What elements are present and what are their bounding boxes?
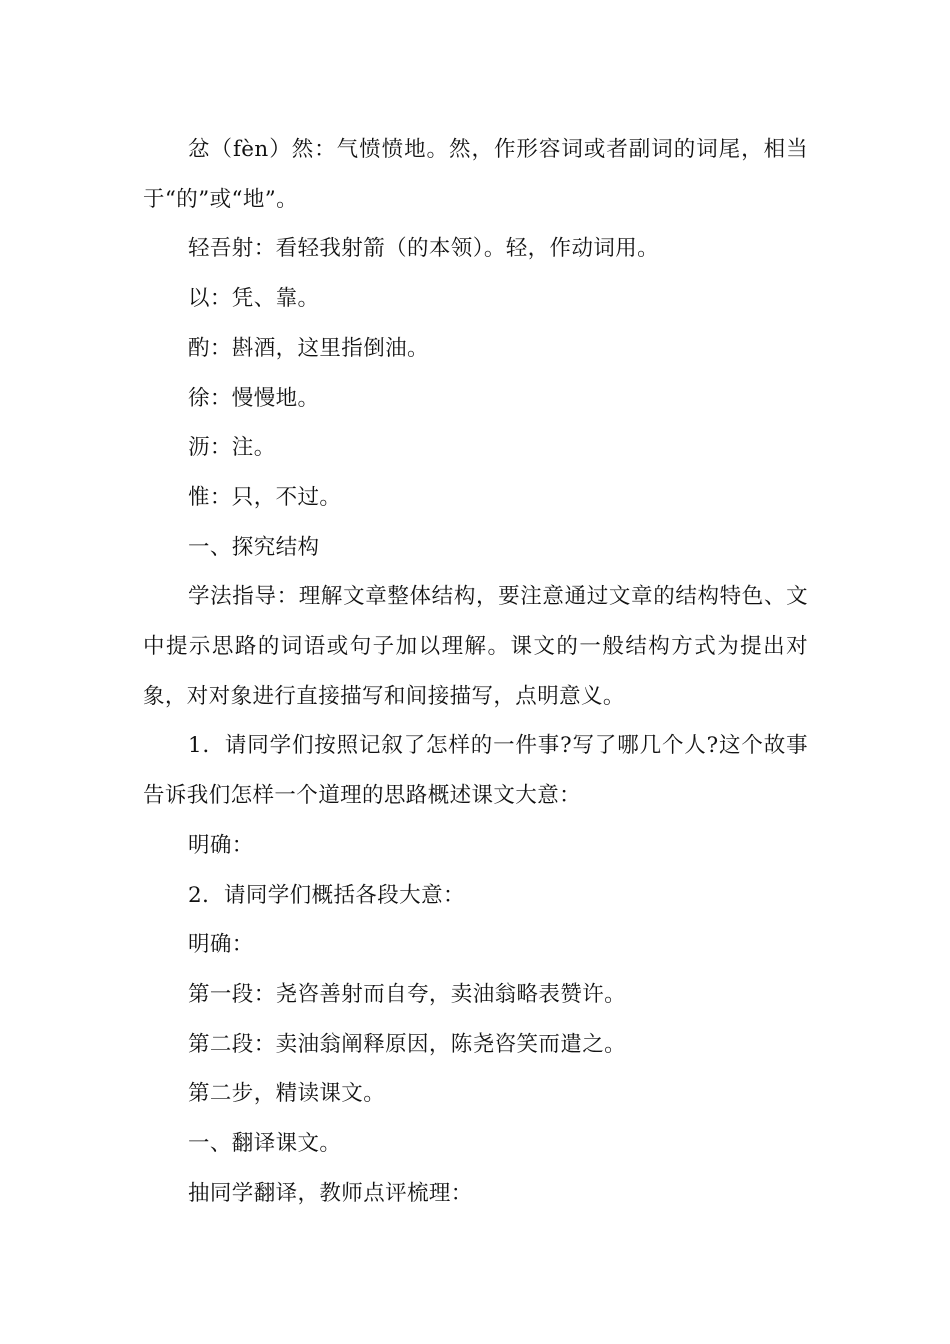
section-heading-translate: 一、翻译课文。 bbox=[188, 1131, 342, 1157]
document-body bbox=[143, 125, 808, 1218]
question-1: 1．请同学们按照记叙了怎样的一件事?写了哪几个人?这个故事告诉我们怎样一个道理的思路概述课文大意： bbox=[143, 733, 808, 809]
paragraph-wei: 惟：只，不过。 bbox=[188, 484, 342, 510]
question-2: 2．请同学们概括各段大意： bbox=[188, 882, 465, 908]
answer-label-2: 明确： bbox=[188, 932, 254, 958]
paragraph-li: 沥：注。 bbox=[188, 435, 276, 461]
paragraph-xu: 徐：慢慢地。 bbox=[188, 385, 320, 411]
paragraph-method-guide: 学法指导：理解文章整体结构，要注意通过文章的结构特色、文中提示思路的词语或句子加以理解。课文的一般结构方式为提出对象，对对象进行直接描写和间接描写，点明意义。 bbox=[143, 584, 808, 709]
answer-label-1: 明确： bbox=[188, 832, 254, 858]
paragraph-zhuo: 酌：斟酒，这里指倒油。 bbox=[188, 335, 429, 361]
paragraph-qingwushe: 轻吾射：看轻我射箭（的本领）。轻，作动词用。 bbox=[188, 236, 660, 262]
section-heading-structure: 一、探究结构 bbox=[188, 534, 320, 560]
paragraph-yi: 以：凭、靠。 bbox=[188, 286, 320, 312]
paragraph-translation-activity: 抽同学翻译，教师点评梳理： bbox=[188, 1180, 473, 1206]
paragraph-section-two: 第二段：卖油翁阐释原因，陈尧咨笑而遣之。 bbox=[188, 1031, 627, 1057]
paragraph-section-one: 第一段：尧咨善射而自夸，卖油翁略表赞许。 bbox=[188, 981, 627, 1007]
paragraph-fenran: 忿（fèn）然：气愤愤地。然，作形容词或者副词的词尾，相当于“的”或“地”。 bbox=[143, 137, 808, 212]
step-heading-two: 第二步，精读课文。 bbox=[188, 1081, 386, 1107]
